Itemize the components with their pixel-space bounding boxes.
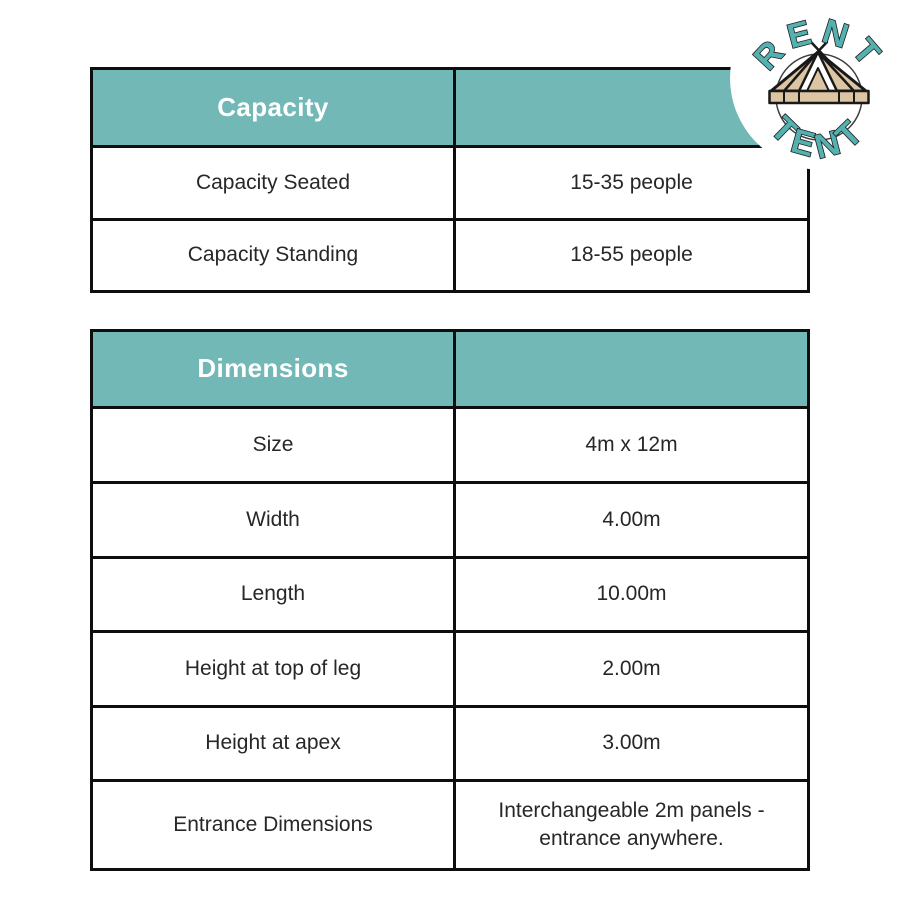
logo-rent-text: RENT xyxy=(746,12,892,78)
height-at-apex-label: Height at apex xyxy=(93,705,453,779)
height-top-of-leg-label: Height at top of leg xyxy=(93,630,453,705)
capacity-seated-value: 15-35 people xyxy=(453,145,807,218)
logo-tent-text: TENT xyxy=(763,109,875,167)
length-label: Length xyxy=(93,556,453,630)
capacity-table-header-cell xyxy=(93,70,453,145)
entrance-dimensions-value xyxy=(453,779,807,868)
capacity-standing-label: Capacity Standing xyxy=(93,218,453,290)
entrance-dimensions-text: Interchangeable 2m panels - entrance anywhere. xyxy=(498,798,765,850)
length-value: 10.00m xyxy=(453,556,807,630)
width-label: Width xyxy=(93,481,453,556)
capacity-standing-value: 18-55 people xyxy=(453,218,807,290)
entrance-dimensions-label: Entrance Dimensions xyxy=(93,779,453,868)
width-value: 4.00m xyxy=(453,481,807,556)
size-value: 4m x 12m xyxy=(453,406,807,481)
capacity-table xyxy=(90,67,810,293)
rent-tent-logo xyxy=(740,0,900,175)
dimensions-table-header-cell xyxy=(93,332,453,406)
size-label: Size xyxy=(93,406,453,481)
height-at-apex-value: 3.00m xyxy=(453,705,807,779)
dimensions-table-header-spacer xyxy=(453,332,807,406)
dimensions-table xyxy=(90,329,810,871)
capacity-seated-label: Capacity Seated xyxy=(93,145,453,218)
dimensions-table-title: Dimensions xyxy=(197,353,349,384)
capacity-table-title: Capacity xyxy=(217,91,329,122)
height-top-of-leg-value: 2.00m xyxy=(453,630,807,705)
